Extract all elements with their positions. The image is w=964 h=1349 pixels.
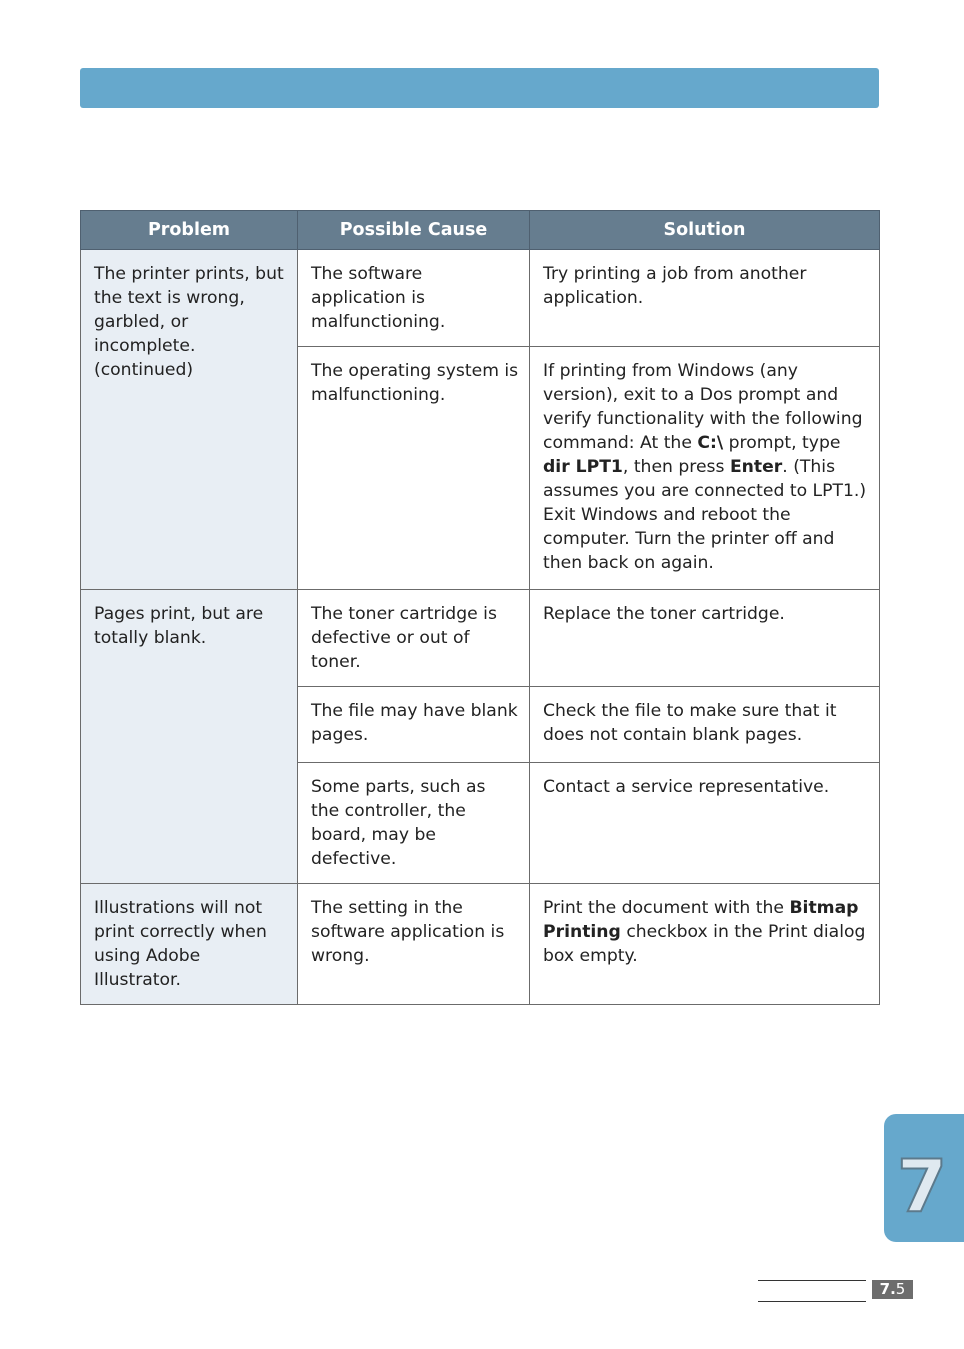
solution-text: checkbox in the Print dialog box empty. — [543, 922, 866, 966]
cause-cell: The operating system is malfunctioning. — [298, 347, 530, 590]
troubleshooting-table — [80, 210, 880, 1005]
solution-text: Print the document with the — [543, 898, 790, 918]
problem-cell: Illustrations will not print correctly when using Adobe Illustrator. — [81, 884, 298, 1005]
solution-text: prompt, type — [723, 433, 841, 453]
table-header-row — [81, 211, 880, 250]
table-row — [81, 250, 880, 347]
solution-cell — [530, 347, 880, 590]
page-number — [872, 1280, 913, 1299]
solution-bold-text: Enter — [729, 457, 783, 477]
cause-cell: The file may have blank pages. — [298, 687, 530, 763]
chapter-tab — [884, 1114, 964, 1242]
solution-cell: Check the file to make sure that it does not contain blank pages. — [530, 687, 880, 763]
section-header-bar — [80, 68, 879, 108]
solution-cell — [530, 884, 880, 1005]
solution-bold-text: dir LPT1 — [543, 457, 623, 477]
solution-bold-text: Bitmap Printing — [543, 898, 859, 942]
page-number-page: 5 — [895, 1280, 906, 1298]
cause-cell: Some parts, such as the controller, the board, may be defective. — [298, 763, 530, 884]
solution-cell: Contact a service representative. — [530, 763, 880, 884]
cause-cell: The toner cartridge is defective or out of toner. — [298, 590, 530, 687]
solution-cell: Try printing a job from another application. — [530, 250, 880, 347]
header-solution: Solution — [530, 211, 880, 250]
solution-text: If printing from Windows (any version), exit to a Dos prompt and verify functionality with the following command: At the — [543, 361, 863, 453]
problem-cell: Pages print, but are totally blank. — [81, 590, 298, 884]
solution-bold-text: C:\ — [697, 433, 724, 453]
chapter-number — [896, 1144, 948, 1228]
header-problem: Problem — [81, 211, 298, 250]
header-possible-cause: Possible Cause — [298, 211, 530, 250]
solution-text: . (This assumes you are connected to LPT1.) Exit Windows and reboot the computer. Turn the printer off and then back on again. — [543, 457, 867, 573]
page-number-chapter: 7. — [879, 1280, 896, 1298]
table-row — [81, 590, 880, 687]
chapter-number-text: 7 — [896, 1144, 948, 1228]
footer-rule — [758, 1280, 866, 1302]
solution-text: , then press — [622, 457, 730, 477]
cause-cell: The setting in the software application is wrong. — [298, 884, 530, 1005]
problem-cell: The printer prints, but the text is wrong, garbled, or incomplete. (continued) — [81, 250, 298, 590]
cause-cell: The software application is malfunctioning. — [298, 250, 530, 347]
solution-cell: Replace the toner cartridge. — [530, 590, 880, 687]
table-row — [81, 884, 880, 1005]
